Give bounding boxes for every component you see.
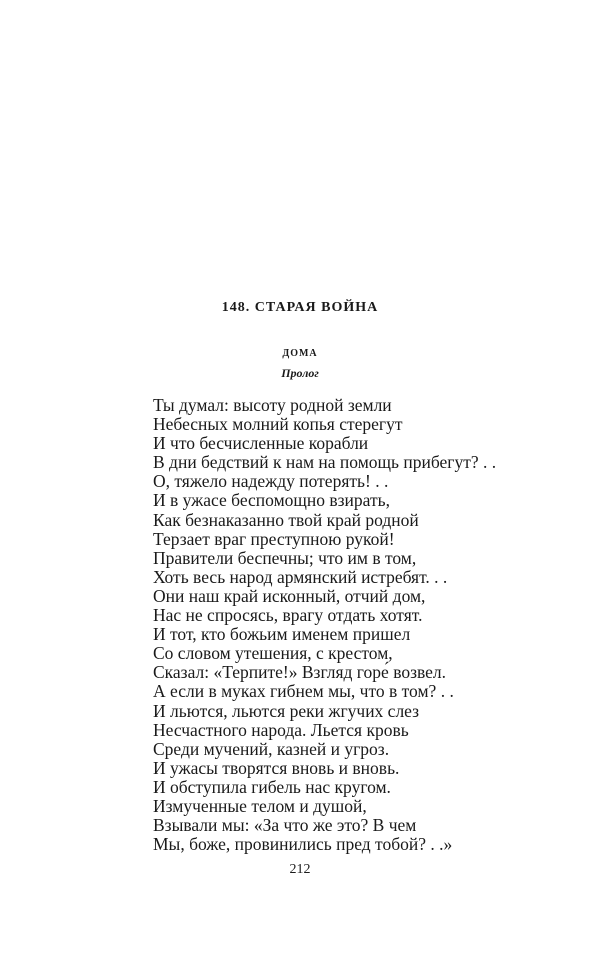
page-number: 212: [289, 862, 311, 877]
poem-line: Правители беспечны; что им в том,: [153, 547, 417, 568]
poem-line: Мы, боже, провинились пред тобой? . .»: [153, 834, 453, 855]
poem-line: И ужасы творятся вновь и вновь.: [153, 757, 400, 778]
poem-line: Они наш край исконный, отчий дом,: [153, 585, 426, 606]
section-heading: ДОМА: [282, 348, 318, 359]
poem-line: О, тяжело надежду потерять! . .: [153, 471, 389, 492]
poem-line: Измученные телом и душой,: [153, 795, 367, 816]
poem-line: И тот, кто божьим именем пришел: [153, 624, 411, 645]
poem-line: Как безнаказанно твой край родной: [153, 509, 419, 530]
poem-line: И в ужасе беспомощно взирать,: [153, 490, 390, 511]
poem-line: Со словом утешения, с крестом,: [153, 643, 393, 664]
poem-line: Несчастного народа. Льется кровь: [153, 719, 409, 740]
poem-line: И что бесчисленные корабли: [153, 433, 369, 454]
poem-line: Хоть весь народ армянский истребят. . .: [153, 566, 448, 587]
poem-line: И обступила гибель нас кругом.: [153, 776, 391, 797]
poem-line: Терзает враг преступною рукой!: [153, 528, 395, 549]
poem-line: Небесных молний копья стерегут: [153, 414, 403, 435]
poem-line: Сказал: «Терпите!» Взгляд горе́ возвел.: [153, 662, 447, 683]
poem-line: Взывали мы: «За что же это? В чем: [153, 815, 417, 836]
poem-line: И льются, льются реки жгучих слез: [153, 700, 420, 721]
poem-title: 148. СТАРАЯ ВОЙНА: [221, 300, 379, 315]
poem-line: А если в муках гибнем мы, что в том? . .: [153, 681, 454, 702]
poem-body: [153, 396, 593, 854]
poem-line: Ты думал: высоту родной земли: [153, 395, 392, 415]
poem-line: В дни бедствий к нам на помощь прибегут? . .: [153, 452, 497, 473]
poem-subtitle: Пролог: [281, 366, 319, 380]
poem-line: Среди мучений, казней и угроз.: [153, 738, 390, 759]
poem-line: Нас не спросясь, врагу отдать хотят.: [153, 605, 423, 626]
